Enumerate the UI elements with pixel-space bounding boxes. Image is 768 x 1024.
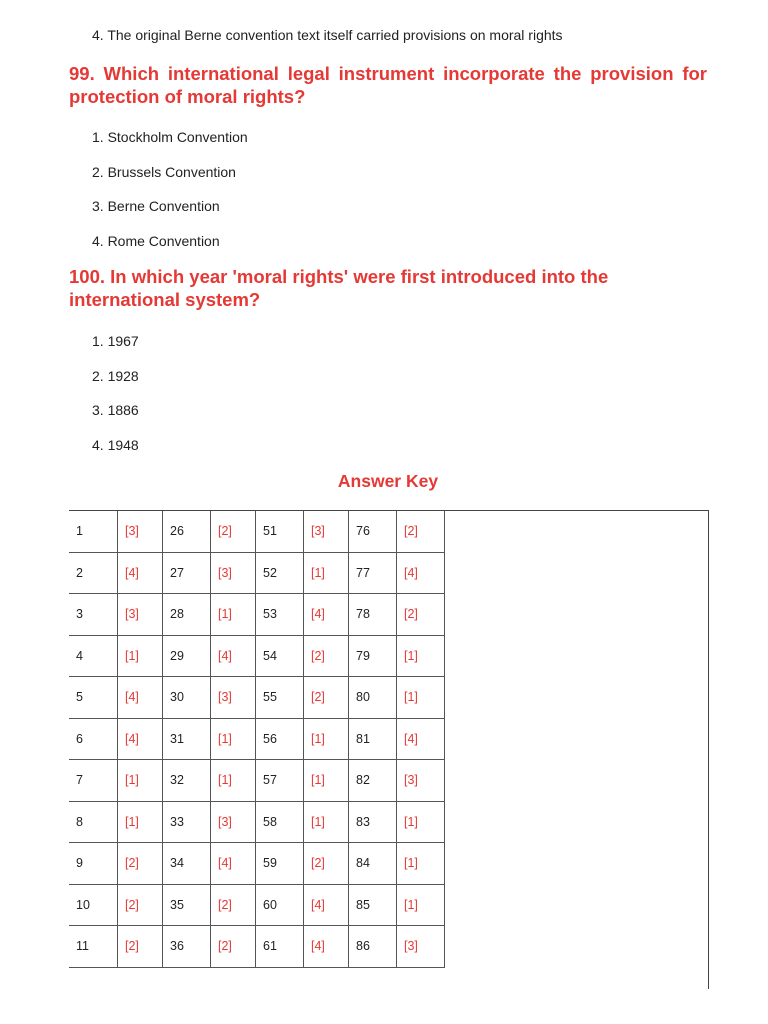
table-row <box>69 926 445 968</box>
answer-cell: [3] <box>397 760 445 802</box>
answer-cell: [2] <box>304 843 349 885</box>
question-number-cell: 31 <box>163 718 211 760</box>
question-number-cell: 85 <box>349 884 397 926</box>
answer-cell: [1] <box>304 718 349 760</box>
answer-cell: [1] <box>211 718 256 760</box>
answer-cell: [4] <box>304 884 349 926</box>
question-number-cell: 83 <box>349 801 397 843</box>
question-100-options <box>92 332 139 470</box>
answer-cell: [2] <box>397 511 445 553</box>
question-number-cell: 30 <box>163 677 211 719</box>
question-number-cell: 76 <box>349 511 397 553</box>
answer-cell: [2] <box>118 843 163 885</box>
answer-cell: [1] <box>397 884 445 926</box>
option-item: 2. Brussels Convention <box>92 163 236 180</box>
option-item: 3. 1886 <box>92 402 139 419</box>
question-number-cell: 6 <box>69 718 118 760</box>
question-number-cell: 10 <box>69 884 118 926</box>
answer-cell: [1] <box>304 552 349 594</box>
answer-cell: [2] <box>211 884 256 926</box>
question-number-cell: 57 <box>256 760 304 802</box>
table-row <box>69 760 445 802</box>
question-number-cell: 32 <box>163 760 211 802</box>
answer-cell: [1] <box>397 677 445 719</box>
question-number-cell: 80 <box>349 677 397 719</box>
question-number-cell: 51 <box>256 511 304 553</box>
answer-cell: [4] <box>304 926 349 968</box>
answer-cell: [1] <box>211 760 256 802</box>
question-number-cell: 86 <box>349 926 397 968</box>
answer-cell: [1] <box>118 801 163 843</box>
question-number-cell: 82 <box>349 760 397 802</box>
table-row <box>69 594 445 636</box>
option-item: 2. 1928 <box>92 367 139 384</box>
answer-cell: [1] <box>304 760 349 802</box>
question-number-cell: 1 <box>69 511 118 553</box>
question-number-cell: 5 <box>69 677 118 719</box>
question-number-cell: 36 <box>163 926 211 968</box>
answer-cell: [1] <box>397 801 445 843</box>
question-number-cell: 55 <box>256 677 304 719</box>
table-row <box>69 511 445 553</box>
question-number-cell: 28 <box>163 594 211 636</box>
answer-cell: [3] <box>211 552 256 594</box>
question-number-cell: 27 <box>163 552 211 594</box>
answer-cell: [2] <box>304 635 349 677</box>
table-row <box>69 677 445 719</box>
question-number-cell: 53 <box>256 594 304 636</box>
answer-cell: [3] <box>397 926 445 968</box>
answer-cell: [2] <box>304 677 349 719</box>
question-number-cell: 77 <box>349 552 397 594</box>
answer-cell: [2] <box>211 511 256 553</box>
question-number-cell: 54 <box>256 635 304 677</box>
answer-key-table <box>69 510 445 968</box>
answer-key-table-frame <box>69 510 709 989</box>
question-number-cell: 33 <box>163 801 211 843</box>
question-number-cell: 9 <box>69 843 118 885</box>
question-number-cell: 11 <box>69 926 118 968</box>
question-number-cell: 60 <box>256 884 304 926</box>
answer-cell: [1] <box>304 801 349 843</box>
table-row <box>69 801 445 843</box>
previous-question-option: 4. The original Berne convention text itself carried provisions on moral rights <box>92 27 563 43</box>
question-number-cell: 7 <box>69 760 118 802</box>
answer-cell: [4] <box>118 677 163 719</box>
answer-key-body <box>69 511 445 968</box>
answer-cell: [3] <box>211 677 256 719</box>
table-row <box>69 843 445 885</box>
question-number-cell: 56 <box>256 718 304 760</box>
table-row <box>69 884 445 926</box>
answer-cell: [4] <box>397 718 445 760</box>
option-item: 3. Berne Convention <box>92 198 220 215</box>
question-number-cell: 58 <box>256 801 304 843</box>
question-99-options <box>92 128 248 266</box>
answer-key-title: Answer Key <box>337 471 439 491</box>
question-number-cell: 8 <box>69 801 118 843</box>
answer-cell: [1] <box>211 594 256 636</box>
answer-cell: [3] <box>118 511 163 553</box>
question-number-cell: 2 <box>69 552 118 594</box>
question-number-cell: 34 <box>163 843 211 885</box>
option-item: 1. 1967 <box>92 333 139 349</box>
answer-cell: [1] <box>118 635 163 677</box>
answer-cell: [4] <box>118 552 163 594</box>
table-row <box>69 635 445 677</box>
question-100-title: 100. In which year 'moral rights' were first introduced into the international system? <box>69 266 609 310</box>
question-number-cell: 79 <box>349 635 397 677</box>
question-number-cell: 3 <box>69 594 118 636</box>
answer-cell: [2] <box>118 884 163 926</box>
question-number-cell: 26 <box>163 511 211 553</box>
answer-cell: [4] <box>118 718 163 760</box>
answer-cell: [2] <box>211 926 256 968</box>
answer-cell: [3] <box>118 594 163 636</box>
question-number-cell: 29 <box>163 635 211 677</box>
question-number-cell: 59 <box>256 843 304 885</box>
answer-cell: [3] <box>211 801 256 843</box>
question-number-cell: 52 <box>256 552 304 594</box>
question-number-cell: 61 <box>256 926 304 968</box>
question-number-cell: 35 <box>163 884 211 926</box>
question-number-cell: 78 <box>349 594 397 636</box>
question-number-cell: 81 <box>349 718 397 760</box>
answer-cell: [1] <box>118 760 163 802</box>
answer-cell: [2] <box>397 594 445 636</box>
question-number-cell: 4 <box>69 635 118 677</box>
table-row <box>69 718 445 760</box>
answer-cell: [2] <box>118 926 163 968</box>
option-item: 4. 1948 <box>92 436 139 453</box>
answer-cell: [3] <box>304 511 349 553</box>
question-number-cell: 84 <box>349 843 397 885</box>
question-99-title: 99. Which international legal instrument incorporate the provision for protection of moral rights? <box>69 63 707 107</box>
answer-cell: [1] <box>397 635 445 677</box>
answer-cell: [4] <box>211 635 256 677</box>
answer-cell: [4] <box>304 594 349 636</box>
answer-cell: [4] <box>397 552 445 594</box>
answer-cell: [1] <box>397 843 445 885</box>
answer-cell: [4] <box>211 843 256 885</box>
option-item: 1. Stockholm Convention <box>92 129 248 145</box>
table-row <box>69 552 445 594</box>
option-item: 4. Rome Convention <box>92 232 220 249</box>
